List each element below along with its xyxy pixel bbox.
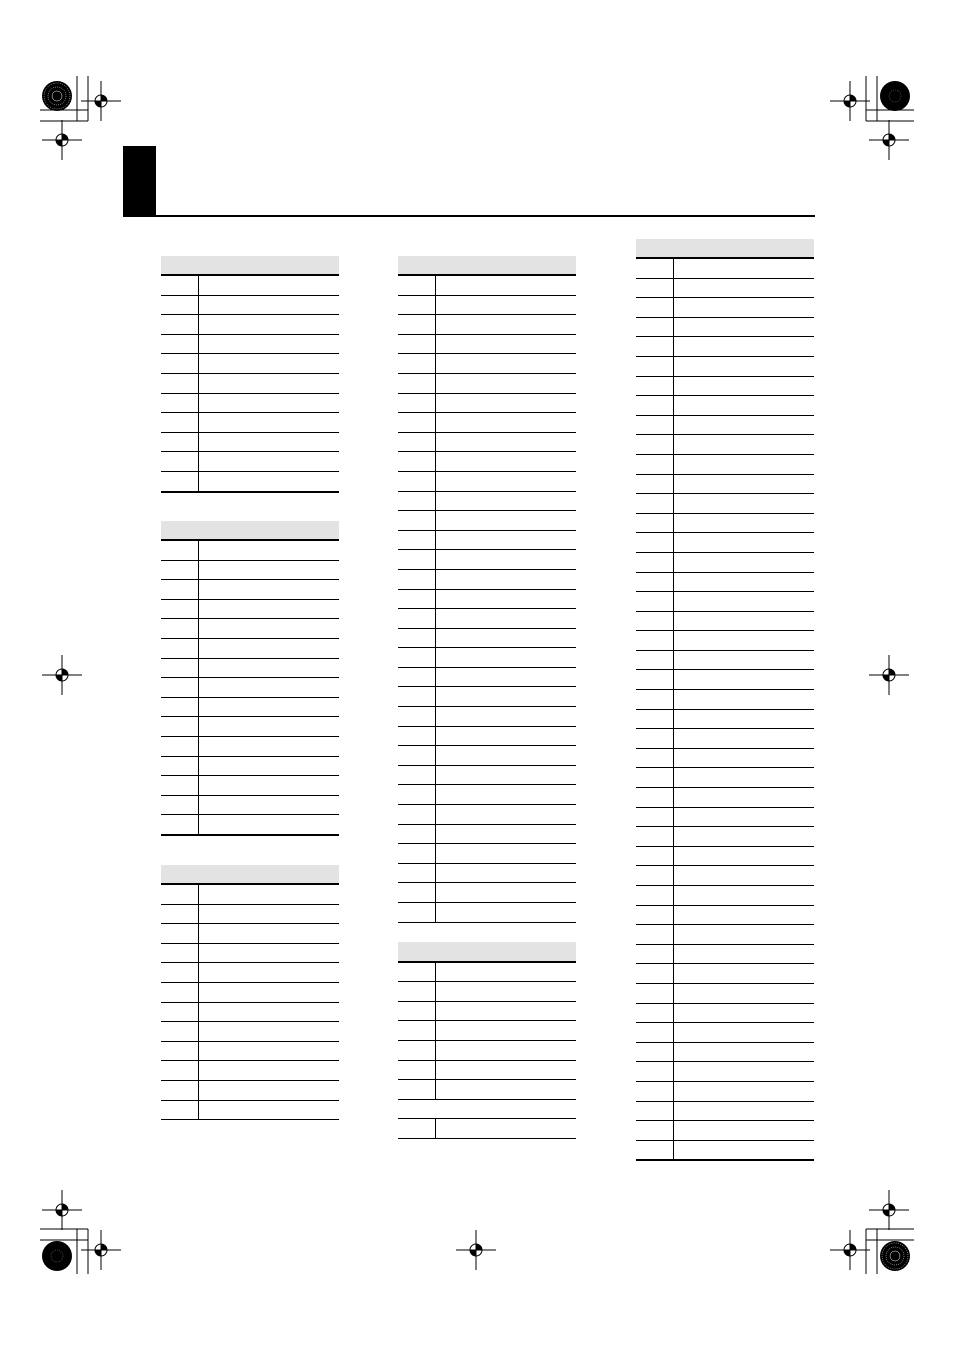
- table-row: [161, 717, 339, 737]
- table-row: [161, 924, 339, 944]
- table-row: [398, 785, 576, 805]
- table-row: [161, 776, 339, 796]
- table-row: [398, 707, 576, 727]
- table-header-cell: [673, 239, 814, 258]
- section-tab-block: [123, 146, 156, 216]
- table-row: [398, 354, 576, 374]
- table-col1-2: [161, 521, 339, 836]
- table-row: [636, 592, 814, 612]
- table-row: [636, 1081, 814, 1101]
- table-row: [398, 667, 576, 687]
- table-header-cell: [161, 256, 198, 275]
- table-row: [398, 982, 576, 1002]
- table-header-cell: [198, 521, 339, 540]
- table-row: [636, 1023, 814, 1043]
- table-row: [161, 432, 339, 452]
- table-row: [161, 1022, 339, 1042]
- table-row: [636, 964, 814, 984]
- table-row: [636, 376, 814, 396]
- table-row: [398, 1040, 576, 1060]
- table-col3-1: [636, 239, 814, 1161]
- table-row: [161, 393, 339, 413]
- table-row: [398, 824, 576, 844]
- table-row: [161, 756, 339, 776]
- table-row: [636, 1042, 814, 1062]
- table-header-cell: [161, 865, 198, 884]
- table-row: [161, 599, 339, 619]
- table-row: [398, 1021, 576, 1041]
- table-row: [636, 474, 814, 494]
- table-row: [161, 963, 339, 983]
- table-row: [636, 396, 814, 416]
- table-row: [161, 1002, 339, 1022]
- table-row: [161, 413, 339, 433]
- table-row: [161, 540, 339, 560]
- table-row: [636, 1003, 814, 1023]
- table-row: [398, 726, 576, 746]
- table-row: [161, 373, 339, 393]
- table-row: [636, 690, 814, 710]
- table-row: [161, 1061, 339, 1081]
- table-header-band: [398, 942, 435, 962]
- table-row: [398, 569, 576, 589]
- table-row: [398, 452, 576, 472]
- table-row: [161, 658, 339, 678]
- table-row: [636, 886, 814, 906]
- table-row: [161, 904, 339, 924]
- table-header-cell: [198, 256, 339, 275]
- table-row: [398, 628, 576, 648]
- table-row: [161, 334, 339, 354]
- table-header-cell: [198, 865, 339, 884]
- table-row: [636, 827, 814, 847]
- table-row: [398, 511, 576, 531]
- table-row: [398, 432, 576, 452]
- table-row: [636, 317, 814, 337]
- table-row: [636, 1140, 814, 1160]
- table-header-cell: [161, 521, 198, 540]
- table-row: [636, 1121, 814, 1141]
- table-row: [398, 491, 576, 511]
- table-row: [398, 1099, 576, 1119]
- table-col2-2: [398, 942, 576, 1139]
- table-row: [636, 337, 814, 357]
- table-row: [398, 589, 576, 609]
- table-row: [398, 413, 576, 433]
- table-row: [636, 866, 814, 886]
- table-row: [636, 278, 814, 298]
- table-row: [161, 354, 339, 374]
- table-row: [636, 415, 814, 435]
- table-row: [398, 687, 576, 707]
- table-row: [398, 295, 576, 315]
- table-row: [636, 572, 814, 592]
- table-row: [636, 944, 814, 964]
- table-row: [398, 550, 576, 570]
- table-row: [161, 1080, 339, 1100]
- table-row: [161, 697, 339, 717]
- table-row: [636, 552, 814, 572]
- table-row: [161, 619, 339, 639]
- table-row: [636, 807, 814, 827]
- table-row: [161, 471, 339, 491]
- table-row: [636, 670, 814, 690]
- table-row: [398, 275, 576, 295]
- table-row: [636, 768, 814, 788]
- table-row: [398, 1001, 576, 1021]
- table-row: [636, 435, 814, 455]
- table-row: [161, 1100, 339, 1120]
- table-row: [398, 373, 576, 393]
- table-row: [398, 471, 576, 491]
- table-row: [636, 533, 814, 553]
- table-row: [161, 678, 339, 698]
- table-row: [161, 1041, 339, 1061]
- table-row: [161, 315, 339, 335]
- table-row: [636, 356, 814, 376]
- table-row: [636, 748, 814, 768]
- table-row: [161, 275, 339, 295]
- table-row: [398, 1060, 576, 1080]
- table-row: [398, 609, 576, 629]
- table-row: [636, 729, 814, 749]
- table-row: [161, 943, 339, 963]
- table-row: [636, 925, 814, 945]
- table-row: [398, 746, 576, 766]
- table-row: [161, 884, 339, 904]
- table-row: [636, 1101, 814, 1121]
- table-row: [636, 846, 814, 866]
- table-row: [161, 452, 339, 472]
- table-row: [398, 648, 576, 668]
- table-row: [636, 631, 814, 651]
- table-header-cell: [398, 256, 435, 275]
- table-row: [636, 298, 814, 318]
- table-row: [398, 903, 576, 923]
- table-row: [636, 905, 814, 925]
- table-row: [398, 1119, 576, 1139]
- table-row: [636, 513, 814, 533]
- header-rule: [123, 215, 815, 217]
- table-row: [161, 560, 339, 580]
- table-col1-3: [161, 865, 339, 1120]
- table-col2-1: [398, 256, 576, 923]
- table-row: [161, 580, 339, 600]
- table-row: [398, 883, 576, 903]
- table-row: [398, 334, 576, 354]
- table-row: [398, 315, 576, 335]
- table-row: [398, 393, 576, 413]
- table-row: [161, 982, 339, 1002]
- table-row: [636, 494, 814, 514]
- table-row: [636, 1062, 814, 1082]
- table-row: [636, 454, 814, 474]
- table-row: [161, 638, 339, 658]
- table-row: [636, 983, 814, 1003]
- table-row: [636, 258, 814, 278]
- table-row: [161, 795, 339, 815]
- table-row: [398, 1080, 576, 1100]
- table-row: [398, 863, 576, 883]
- table-row: [161, 815, 339, 835]
- table-row: [398, 530, 576, 550]
- table-row: [636, 650, 814, 670]
- table-row: [398, 962, 576, 982]
- table-row: [636, 611, 814, 631]
- table-row: [636, 788, 814, 808]
- table-row: [161, 736, 339, 756]
- table-row: [398, 765, 576, 785]
- table-header-cell: [435, 256, 576, 275]
- table-row: [161, 295, 339, 315]
- table-header-cell: [636, 239, 673, 258]
- table-row: [398, 844, 576, 864]
- table-col1-1: [161, 256, 339, 493]
- table-row: [636, 709, 814, 729]
- table-row: [398, 805, 576, 825]
